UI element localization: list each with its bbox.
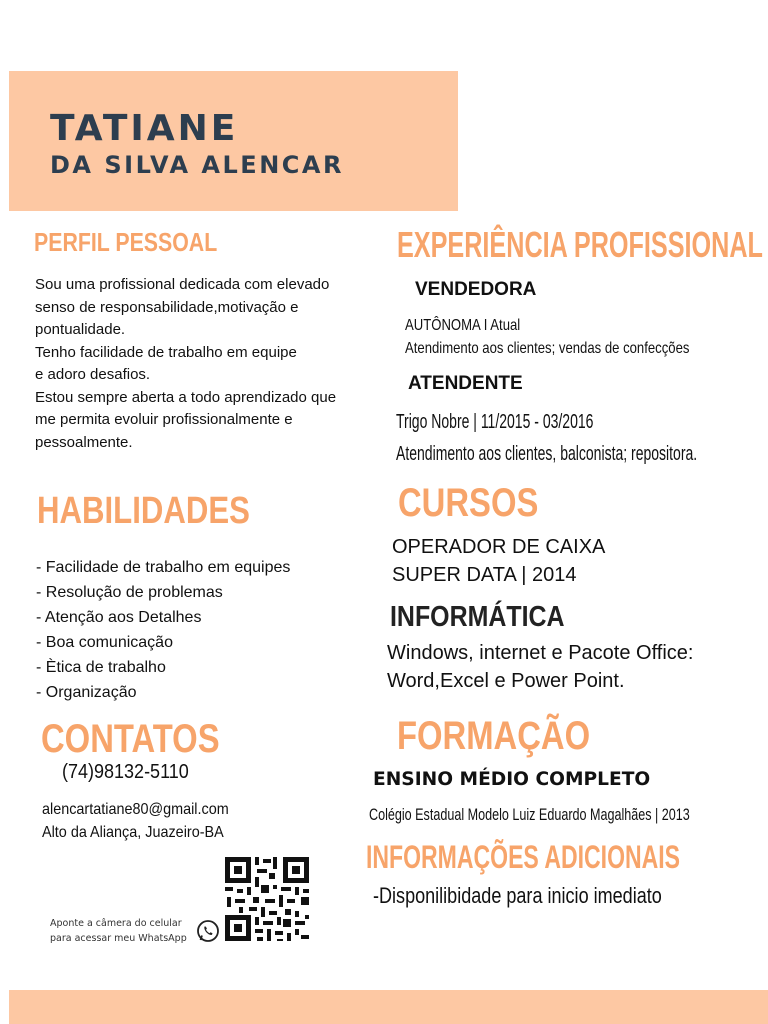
computing-heading: INFORMÁTICA	[390, 601, 565, 633]
profile-line: pontualidade.	[35, 321, 126, 338]
profile-line: Estou sempre aberta a todo aprendizado que	[35, 388, 337, 406]
qr-caption	[50, 916, 187, 946]
phone-number: (74)98132-5110	[62, 761, 189, 783]
contacts-heading: CONTATOS	[41, 717, 220, 761]
skill-item: - Boa comunicação	[36, 634, 173, 651]
courses-heading: CURSOS	[398, 481, 539, 525]
job-company: AUTÔNOMA I Atual	[405, 317, 521, 334]
qr-code-icon[interactable]	[223, 855, 311, 943]
profile-line: Sou uma profissional dedicada com elevado	[35, 276, 330, 293]
qr-caption-line: Aponte a câmera do celular	[50, 918, 182, 929]
footer-band	[9, 990, 768, 1024]
computing-line: Windows, internet e Pacote Office:	[387, 642, 694, 664]
course-name: OPERADOR DE CAIXA	[392, 536, 606, 558]
whatsapp-icon[interactable]	[196, 919, 220, 943]
additional-heading: INFORMAÇÕES ADICIONAIS	[366, 839, 681, 875]
job-company: Trigo Nobre | 11/2015 - 03/2016	[396, 411, 594, 433]
skills-heading: HABILIDADES	[37, 490, 250, 532]
qr-caption-line: para acessar meu WhatsApp	[50, 933, 187, 944]
skills-list	[36, 555, 290, 705]
computing-line: Word,Excel e Power Point.	[387, 670, 625, 692]
profile-line: pessoalmente.	[35, 433, 133, 451]
first-name: TATIANE	[50, 108, 239, 149]
additional-text: -Disponilibidade para inicio imediato	[373, 883, 662, 908]
course-institution: SUPER DATA | 2014	[392, 564, 577, 586]
job-title: VENDEDORA	[415, 279, 537, 300]
last-name: DA SILVA ALENCAR	[50, 151, 344, 179]
experience-heading: EXPERIÊNCIA PROFISSIONAL	[397, 224, 763, 265]
education-level: ENSINO MÉDIO COMPLETO	[373, 768, 651, 790]
home-address: Alto da Aliança, Juazeiro-BA	[42, 824, 224, 841]
job-description: Atendimento aos clientes; vendas de confecções	[405, 340, 690, 357]
profile-line: senso de responsabilidade,motivação e	[35, 298, 299, 316]
job-description: Atendimento aos clientes, balconista; repositora.	[396, 443, 698, 465]
profile-line: Tenho facilidade de trabalho em equipe	[35, 343, 297, 361]
profile-text	[35, 274, 336, 454]
skill-item: - Atenção aos Detalhes	[36, 609, 202, 626]
skill-item: - Ètica de trabalho	[36, 659, 166, 676]
profile-line: me permita evoluir profissionalmente e	[35, 411, 293, 428]
job-title: ATENDENTE	[408, 373, 523, 394]
skill-item: - Organização	[36, 684, 137, 701]
profile-heading: PERFIL PESSOAL	[34, 227, 218, 257]
education-heading: FORMAÇÃO	[397, 714, 591, 758]
skill-item: - Resolução de problemas	[36, 584, 223, 601]
education-school: Colégio Estadual Modelo Luiz Eduardo Magalhães | 2013	[369, 805, 690, 824]
skill-item: - Facilidade de trabalho em equipes	[36, 559, 291, 576]
profile-line: e adoro desafios.	[35, 366, 151, 383]
email-address: alencartatiane80@gmail.com	[42, 801, 229, 818]
